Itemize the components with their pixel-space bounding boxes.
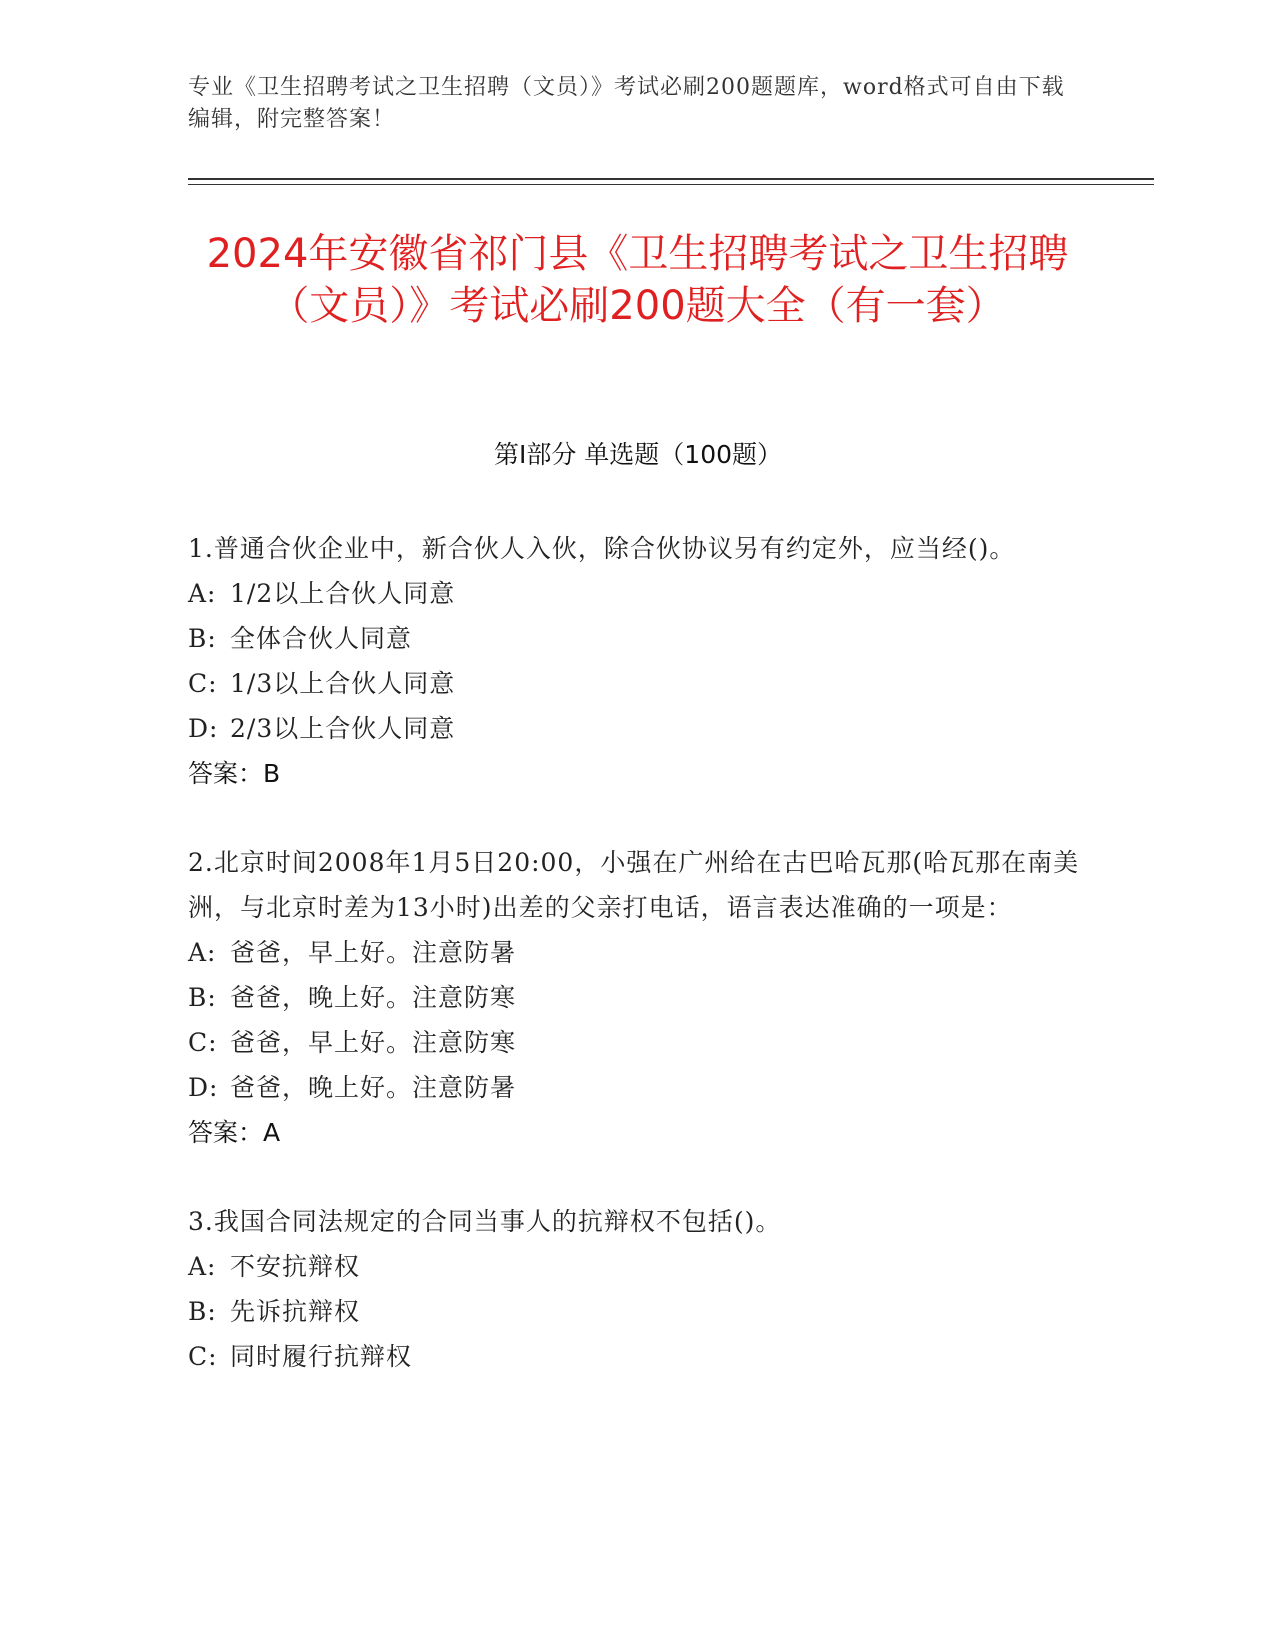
option-key: A:: [188, 938, 217, 967]
option-key: C:: [188, 669, 218, 698]
header-divider-thin: [188, 184, 1154, 185]
question-answer: 答案：B: [188, 759, 281, 788]
question-1: [188, 526, 1088, 796]
option-key: D:: [188, 714, 219, 743]
option-key: B:: [188, 624, 217, 653]
question-option: [188, 930, 1088, 975]
option-text: 2/3以上合伙人同意: [230, 714, 456, 743]
option-text: 先诉抗辩权: [230, 1297, 361, 1326]
question-3: [188, 1199, 1088, 1379]
question-option: [188, 706, 1088, 751]
question-list: [188, 526, 1088, 1423]
option-text: 1/3以上合伙人同意: [230, 669, 456, 698]
question-option: [188, 1065, 1088, 1110]
option-key: A:: [188, 579, 217, 608]
option-text: 同时履行抗辩权: [230, 1342, 413, 1371]
question-stem: 1.普通合伙企业中，新合伙人入伙，除合伙协议另有约定外，应当经()。: [188, 534, 1016, 563]
header-note: 专业《卫生招聘考试之卫生招聘（文员）》考试必刷200题题库，word格式可自由下载编辑，附完整答案！: [188, 75, 1065, 132]
option-text: 爸爸，早上好。注意防暑: [230, 938, 517, 967]
option-text: 爸爸，晚上好。注意防暑: [230, 1073, 517, 1102]
question-option: [188, 1020, 1088, 1065]
option-text: 不安抗辩权: [230, 1252, 361, 1281]
question-2: [188, 840, 1088, 1155]
question-answer: 答案：A: [188, 1118, 281, 1147]
question-option: [188, 1289, 1088, 1334]
option-text: 爸爸，早上好。注意防寒: [230, 1028, 517, 1057]
option-key: B:: [188, 983, 217, 1012]
option-text: 爸爸，晚上好。注意防寒: [230, 983, 517, 1012]
question-option: [188, 616, 1088, 661]
option-key: A:: [188, 1252, 217, 1281]
question-option: [188, 661, 1088, 706]
option-key: B:: [188, 1297, 217, 1326]
question-option: [188, 975, 1088, 1020]
option-key: C:: [188, 1342, 218, 1371]
header-divider-thick: [188, 178, 1154, 180]
option-text: 全体合伙人同意: [230, 624, 413, 653]
document-title: 2024年安徽省祁门县《卫生招聘考试之卫生招聘（文员）》考试必刷200题大全（有一套）: [206, 231, 1069, 329]
question-stem: 2.北京时间2008年1月5日20:00，小强在广州给在古巴哈瓦那(哈瓦那在南美洲，与北京时差为13小时)出差的父亲打电话，语言表达准确的一项是：: [188, 848, 1080, 922]
section-title: 第Ⅰ部分 单选题（100题）: [493, 440, 783, 469]
question-option: [188, 1244, 1088, 1289]
question-option: [188, 1334, 1088, 1379]
question-stem: 3.我国合同法规定的合同当事人的抗辩权不包括()。: [188, 1207, 782, 1236]
option-text: 1/2以上合伙人同意: [230, 579, 456, 608]
question-option: [188, 571, 1088, 616]
option-key: C:: [188, 1028, 218, 1057]
option-key: D:: [188, 1073, 219, 1102]
